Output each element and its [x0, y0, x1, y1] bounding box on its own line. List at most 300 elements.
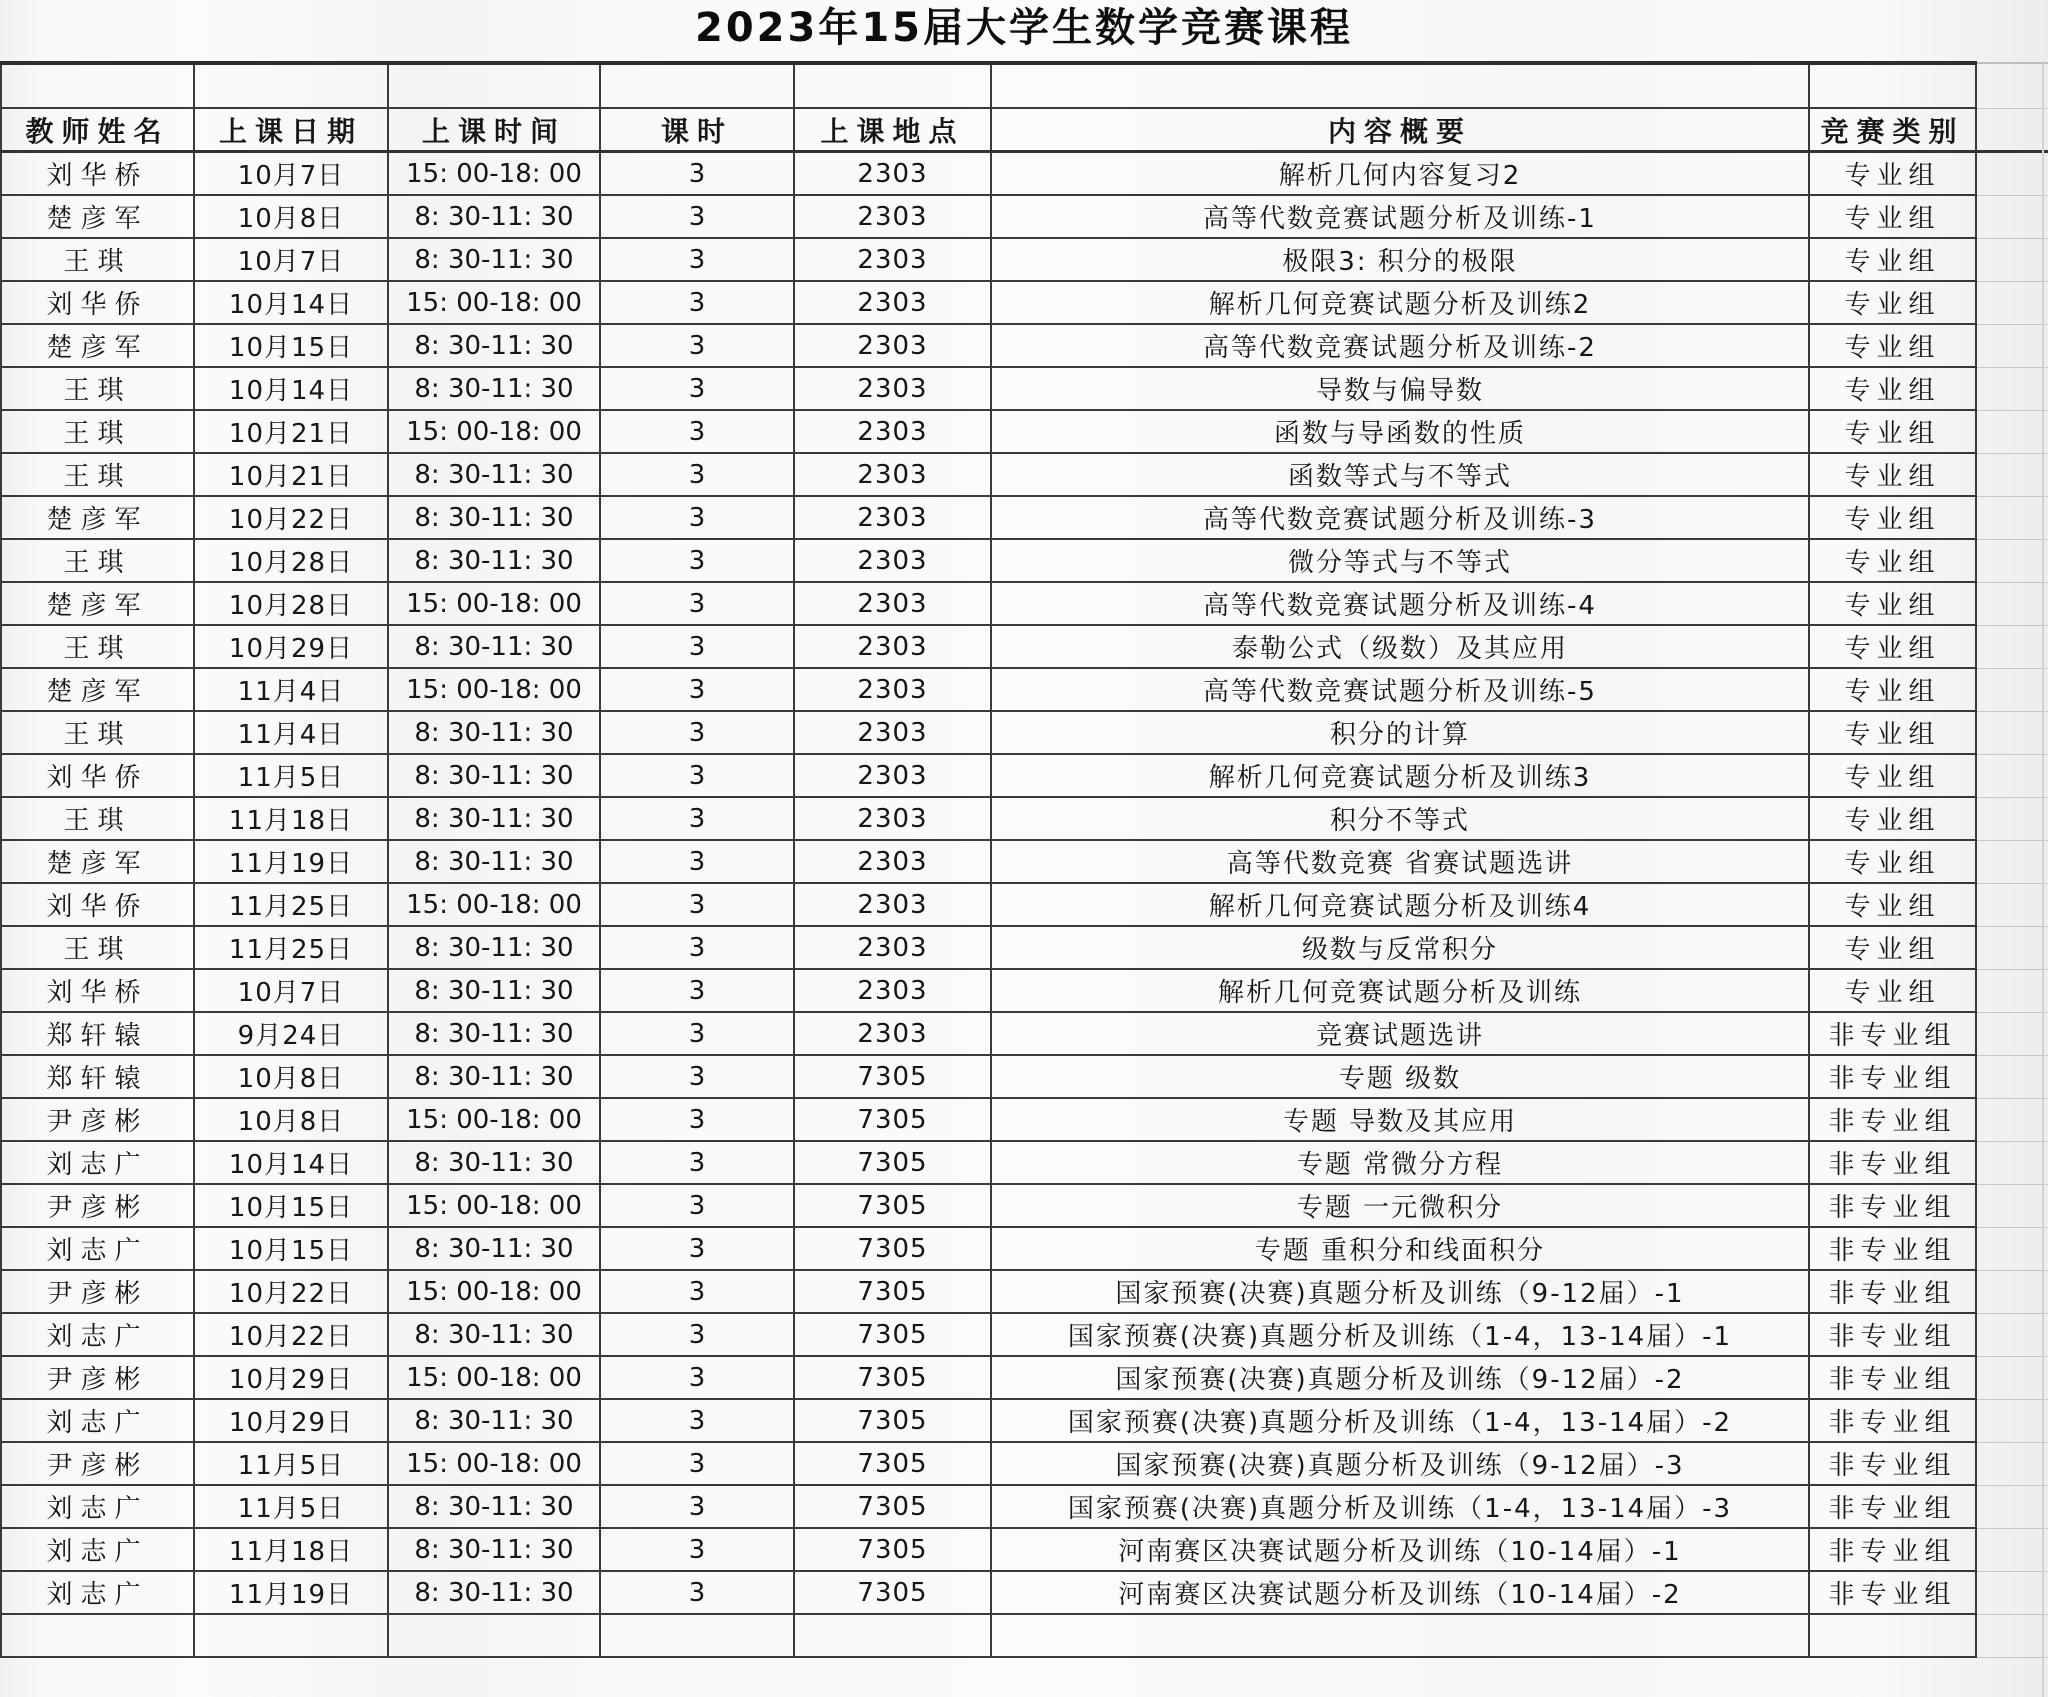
cell-teacher: 尹彦彬 [1, 1442, 194, 1485]
table-row [1, 496, 2048, 539]
cell-hours: 3 [600, 324, 794, 367]
grid-margin-cell [1976, 969, 2048, 1012]
table-row [1, 668, 2048, 711]
cell-date: 10月21日 [194, 410, 388, 453]
spacer-cell [194, 63, 388, 108]
table-row [1, 1571, 2048, 1614]
cell-teacher: 楚彦军 [1, 668, 194, 711]
cell-location: 2303 [794, 539, 991, 582]
scan-gridline-right [2042, 61, 2044, 1697]
empty-cell [1, 1614, 194, 1657]
table-row [1, 238, 2048, 281]
cell-teacher: 王琪 [1, 711, 194, 754]
cell-date: 10月7日 [194, 238, 388, 281]
cell-hours: 3 [600, 1098, 794, 1141]
cell-location: 2303 [794, 238, 991, 281]
cell-time: 8: 30-11: 30 [388, 1571, 600, 1614]
grid-margin-cell [1976, 1184, 2048, 1227]
course-schedule-table [0, 61, 2048, 1658]
cell-content: 专题 级数 [991, 1055, 1809, 1098]
cell-content: 函数等式与不等式 [991, 453, 1809, 496]
empty-cell [1809, 1614, 1976, 1657]
cell-hours: 3 [600, 1270, 794, 1313]
cell-hours: 3 [600, 1356, 794, 1399]
cell-category: 专业组 [1809, 711, 1976, 754]
cell-time: 8: 30-11: 30 [388, 1485, 600, 1528]
table-row [1, 1442, 2048, 1485]
cell-category: 非专业组 [1809, 1571, 1976, 1614]
cell-teacher: 尹彦彬 [1, 1270, 194, 1313]
cell-teacher: 刘华侨 [1, 883, 194, 926]
cell-time: 15: 00-18: 00 [388, 668, 600, 711]
cell-teacher: 刘志广 [1, 1485, 194, 1528]
cell-time: 8: 30-11: 30 [388, 195, 600, 238]
cell-category: 专业组 [1809, 324, 1976, 367]
cell-teacher: 楚彦军 [1, 195, 194, 238]
cell-date: 10月22日 [194, 496, 388, 539]
empty-cell [794, 1614, 991, 1657]
cell-hours: 3 [600, 1313, 794, 1356]
grid-margin-cell [1976, 1098, 2048, 1141]
cell-time: 8: 30-11: 30 [388, 926, 600, 969]
spacer-cell [991, 63, 1809, 108]
table-row [1, 367, 2048, 410]
spacer-cell [794, 63, 991, 108]
cell-content: 竞赛试题选讲 [991, 1012, 1809, 1055]
spacer-cell [1809, 63, 1976, 108]
cell-content: 极限3: 积分的极限 [991, 238, 1809, 281]
cell-location: 2303 [794, 711, 991, 754]
cell-teacher: 刘华桥 [1, 969, 194, 1012]
table-row [1, 1356, 2048, 1399]
cell-content: 积分不等式 [991, 797, 1809, 840]
cell-date: 10月15日 [194, 324, 388, 367]
cell-date: 10月29日 [194, 1399, 388, 1442]
grid-margin-cell [1976, 668, 2048, 711]
cell-teacher: 尹彦彬 [1, 1356, 194, 1399]
cell-content: 解析几何竞赛试题分析及训练4 [991, 883, 1809, 926]
cell-hours: 3 [600, 754, 794, 797]
cell-time: 8: 30-11: 30 [388, 1141, 600, 1184]
cell-category: 非专业组 [1809, 1012, 1976, 1055]
cell-hours: 3 [600, 969, 794, 1012]
table-row [1, 840, 2048, 883]
cell-hours: 3 [600, 410, 794, 453]
grid-margin-cell [1976, 797, 2048, 840]
cell-category: 专业组 [1809, 496, 1976, 539]
cell-category: 非专业组 [1809, 1270, 1976, 1313]
header-time: 上课时间 [388, 108, 600, 152]
cell-hours: 3 [600, 1227, 794, 1270]
header-row [1, 108, 2048, 152]
cell-teacher: 郑轩辕 [1, 1012, 194, 1055]
cell-location: 7305 [794, 1442, 991, 1485]
table-row [1, 1184, 2048, 1227]
cell-hours: 3 [600, 1012, 794, 1055]
table-row [1, 195, 2048, 238]
cell-category: 专业组 [1809, 582, 1976, 625]
cell-time: 8: 30-11: 30 [388, 367, 600, 410]
cell-content: 级数与反常积分 [991, 926, 1809, 969]
cell-hours: 3 [600, 238, 794, 281]
grid-margin-cell [1976, 926, 2048, 969]
grid-margin-cell [1976, 195, 2048, 238]
empty-cell [388, 1614, 600, 1657]
cell-date: 10月21日 [194, 453, 388, 496]
cell-content: 国家预赛(决赛)真题分析及训练（9-12届）-1 [991, 1270, 1809, 1313]
cell-location: 7305 [794, 1399, 991, 1442]
cell-hours: 3 [600, 1184, 794, 1227]
grid-margin-cell [1976, 1227, 2048, 1270]
cell-category: 非专业组 [1809, 1184, 1976, 1227]
cell-hours: 3 [600, 1399, 794, 1442]
cell-category: 专业组 [1809, 195, 1976, 238]
cell-time: 15: 00-18: 00 [388, 883, 600, 926]
empty-cell [991, 1614, 1809, 1657]
cell-date: 10月14日 [194, 1141, 388, 1184]
empty-cell [600, 1614, 794, 1657]
cell-date: 10月15日 [194, 1227, 388, 1270]
cell-category: 专业组 [1809, 969, 1976, 1012]
table-row [1, 1098, 2048, 1141]
cell-teacher: 尹彦彬 [1, 1098, 194, 1141]
grid-margin-cell [1976, 1485, 2048, 1528]
cell-category: 非专业组 [1809, 1356, 1976, 1399]
cell-location: 7305 [794, 1270, 991, 1313]
table-row [1, 453, 2048, 496]
cell-content: 函数与导函数的性质 [991, 410, 1809, 453]
cell-location: 2303 [794, 281, 991, 324]
cell-content: 解析几何内容复习2 [991, 152, 1809, 196]
cell-category: 专业组 [1809, 539, 1976, 582]
cell-teacher: 刘志广 [1, 1571, 194, 1614]
cell-teacher: 王琪 [1, 625, 194, 668]
grid-margin-cell [1976, 883, 2048, 926]
cell-hours: 3 [600, 539, 794, 582]
cell-content: 高等代数竞赛试题分析及训练-3 [991, 496, 1809, 539]
cell-date: 11月5日 [194, 754, 388, 797]
cell-category: 专业组 [1809, 754, 1976, 797]
table-row [1, 883, 2048, 926]
cell-teacher: 楚彦军 [1, 496, 194, 539]
cell-category: 专业组 [1809, 281, 1976, 324]
grid-margin-cell [1976, 496, 2048, 539]
cell-teacher: 尹彦彬 [1, 1184, 194, 1227]
cell-time: 8: 30-11: 30 [388, 238, 600, 281]
cell-date: 10月29日 [194, 1356, 388, 1399]
spacer-row [1, 63, 2048, 108]
cell-time: 8: 30-11: 30 [388, 797, 600, 840]
spacer-cell [600, 63, 794, 108]
table-row [1, 1528, 2048, 1571]
grid-margin-cell [1976, 1399, 2048, 1442]
cell-hours: 3 [600, 883, 794, 926]
cell-time: 8: 30-11: 30 [388, 1227, 600, 1270]
cell-location: 2303 [794, 367, 991, 410]
cell-time: 8: 30-11: 30 [388, 1055, 600, 1098]
cell-content: 解析几何竞赛试题分析及训练3 [991, 754, 1809, 797]
cell-content: 国家预赛(决赛)真题分析及训练（1-4，13-14届）-2 [991, 1399, 1809, 1442]
cell-date: 10月28日 [194, 539, 388, 582]
cell-category: 非专业组 [1809, 1313, 1976, 1356]
table-row [1, 582, 2048, 625]
spacer-cell [388, 63, 600, 108]
cell-time: 8: 30-11: 30 [388, 1313, 600, 1356]
cell-teacher: 王琪 [1, 797, 194, 840]
cell-location: 7305 [794, 1098, 991, 1141]
cell-location: 2303 [794, 410, 991, 453]
cell-teacher: 楚彦军 [1, 324, 194, 367]
cell-category: 专业组 [1809, 367, 1976, 410]
cell-date: 10月14日 [194, 281, 388, 324]
cell-location: 2303 [794, 453, 991, 496]
cell-location: 7305 [794, 1313, 991, 1356]
cell-date: 11月25日 [194, 926, 388, 969]
cell-date: 10月8日 [194, 1055, 388, 1098]
empty-cell [194, 1614, 388, 1657]
cell-category: 专业组 [1809, 625, 1976, 668]
cell-teacher: 王琪 [1, 453, 194, 496]
cell-teacher: 刘志广 [1, 1313, 194, 1356]
cell-location: 2303 [794, 152, 991, 196]
cell-time: 15: 00-18: 00 [388, 410, 600, 453]
cell-hours: 3 [600, 797, 794, 840]
cell-hours: 3 [600, 582, 794, 625]
cell-time: 15: 00-18: 00 [388, 582, 600, 625]
grid-margin-cell [1976, 840, 2048, 883]
header-date: 上课日期 [194, 108, 388, 152]
cell-content: 河南赛区决赛试题分析及训练（10-14届）-2 [991, 1571, 1809, 1614]
cell-teacher: 刘华桥 [1, 152, 194, 196]
grid-margin-cell [1976, 453, 2048, 496]
cell-location: 7305 [794, 1528, 991, 1571]
grid-margin-cell [1976, 1270, 2048, 1313]
grid-margin-cell [1976, 108, 2048, 152]
table-row [1, 797, 2048, 840]
cell-date: 11月4日 [194, 711, 388, 754]
cell-location: 2303 [794, 1012, 991, 1055]
cell-category: 专业组 [1809, 152, 1976, 196]
grid-margin-cell [1976, 238, 2048, 281]
cell-hours: 3 [600, 367, 794, 410]
cell-time: 8: 30-11: 30 [388, 453, 600, 496]
grid-margin-cell [1976, 1571, 2048, 1614]
table-row [1, 1270, 2048, 1313]
cell-category: 专业组 [1809, 840, 1976, 883]
cell-date: 10月29日 [194, 625, 388, 668]
cell-location: 2303 [794, 797, 991, 840]
cell-location: 2303 [794, 668, 991, 711]
cell-hours: 3 [600, 1141, 794, 1184]
header-content: 内容概要 [991, 108, 1809, 152]
cell-date: 11月5日 [194, 1485, 388, 1528]
cell-date: 10月8日 [194, 195, 388, 238]
cell-category: 非专业组 [1809, 1141, 1976, 1184]
spacer-cell [1, 63, 194, 108]
cell-date: 11月4日 [194, 668, 388, 711]
grid-margin-cell [1976, 1141, 2048, 1184]
cell-location: 2303 [794, 754, 991, 797]
cell-hours: 3 [600, 1571, 794, 1614]
cell-content: 高等代数竞赛试题分析及训练-4 [991, 582, 1809, 625]
table-row [1, 926, 2048, 969]
cell-category: 专业组 [1809, 926, 1976, 969]
grid-margin-cell [1976, 1528, 2048, 1571]
cell-location: 2303 [794, 625, 991, 668]
grid-margin-cell [1976, 1012, 2048, 1055]
empty-bottom-row [1, 1614, 2048, 1657]
cell-location: 7305 [794, 1184, 991, 1227]
cell-location: 7305 [794, 1356, 991, 1399]
grid-margin-cell [1976, 324, 2048, 367]
cell-content: 积分的计算 [991, 711, 1809, 754]
cell-location: 7305 [794, 1571, 991, 1614]
cell-location: 2303 [794, 324, 991, 367]
cell-category: 专业组 [1809, 797, 1976, 840]
cell-hours: 3 [600, 1055, 794, 1098]
table-row [1, 281, 2048, 324]
grid-margin-cell [1976, 1313, 2048, 1356]
cell-content: 河南赛区决赛试题分析及训练（10-14届）-1 [991, 1528, 1809, 1571]
table-row [1, 969, 2048, 1012]
grid-margin-cell [1976, 711, 2048, 754]
cell-category: 专业组 [1809, 238, 1976, 281]
cell-date: 11月5日 [194, 1442, 388, 1485]
grid-margin-cell [1976, 1055, 2048, 1098]
grid-margin-cell [1976, 1356, 2048, 1399]
cell-location: 7305 [794, 1485, 991, 1528]
table-row [1, 1227, 2048, 1270]
cell-category: 非专业组 [1809, 1442, 1976, 1485]
cell-content: 专题 一元微积分 [991, 1184, 1809, 1227]
cell-content: 专题 导数及其应用 [991, 1098, 1809, 1141]
cell-teacher: 楚彦军 [1, 840, 194, 883]
cell-time: 15: 00-18: 00 [388, 281, 600, 324]
header-teacher: 教师姓名 [1, 108, 194, 152]
cell-content: 高等代数竞赛试题分析及训练-1 [991, 195, 1809, 238]
cell-date: 10月7日 [194, 969, 388, 1012]
cell-hours: 3 [600, 1442, 794, 1485]
cell-location: 2303 [794, 195, 991, 238]
grid-margin-cell [1976, 410, 2048, 453]
cell-date: 10月7日 [194, 152, 388, 196]
cell-date: 11月18日 [194, 1528, 388, 1571]
table-row [1, 1399, 2048, 1442]
cell-date: 10月28日 [194, 582, 388, 625]
cell-teacher: 刘华侨 [1, 754, 194, 797]
cell-category: 专业组 [1809, 453, 1976, 496]
grid-margin-cell [1976, 539, 2048, 582]
cell-location: 2303 [794, 582, 991, 625]
cell-date: 10月14日 [194, 367, 388, 410]
cell-time: 8: 30-11: 30 [388, 969, 600, 1012]
cell-content: 导数与偏导数 [991, 367, 1809, 410]
cell-content: 国家预赛(决赛)真题分析及训练（1-4，13-14届）-1 [991, 1313, 1809, 1356]
header-location: 上课地点 [794, 108, 991, 152]
cell-date: 10月22日 [194, 1270, 388, 1313]
cell-hours: 3 [600, 840, 794, 883]
cell-hours: 3 [600, 195, 794, 238]
cell-content: 泰勒公式（级数）及其应用 [991, 625, 1809, 668]
table-row [1, 410, 2048, 453]
cell-teacher: 刘志广 [1, 1227, 194, 1270]
cell-content: 高等代数竞赛 省赛试题选讲 [991, 840, 1809, 883]
grid-margin-cell [1976, 281, 2048, 324]
cell-content: 高等代数竞赛试题分析及训练-2 [991, 324, 1809, 367]
table-row [1, 152, 2048, 196]
page-title: 2023年15届大学生数学竞赛课程 [695, 5, 1353, 51]
cell-date: 10月15日 [194, 1184, 388, 1227]
cell-category: 非专业组 [1809, 1055, 1976, 1098]
grid-margin-cell [1976, 1614, 2048, 1657]
table-row [1, 625, 2048, 668]
cell-date: 10月22日 [194, 1313, 388, 1356]
cell-content: 国家预赛(决赛)真题分析及训练（9-12届）-2 [991, 1356, 1809, 1399]
cell-date: 11月19日 [194, 1571, 388, 1614]
cell-hours: 3 [600, 711, 794, 754]
grid-margin-cell [1976, 63, 2048, 108]
cell-teacher: 王琪 [1, 926, 194, 969]
cell-hours: 3 [600, 625, 794, 668]
cell-time: 8: 30-11: 30 [388, 324, 600, 367]
cell-teacher: 刘志广 [1, 1528, 194, 1571]
cell-time: 15: 00-18: 00 [388, 1356, 600, 1399]
cell-time: 15: 00-18: 00 [388, 1184, 600, 1227]
cell-category: 非专业组 [1809, 1485, 1976, 1528]
grid-margin-cell [1976, 152, 2048, 196]
cell-location: 7305 [794, 1227, 991, 1270]
cell-time: 8: 30-11: 30 [388, 1528, 600, 1571]
cell-category: 非专业组 [1809, 1227, 1976, 1270]
cell-teacher: 王琪 [1, 238, 194, 281]
cell-teacher: 王琪 [1, 539, 194, 582]
cell-date: 9月24日 [194, 1012, 388, 1055]
cell-time: 8: 30-11: 30 [388, 625, 600, 668]
cell-hours: 3 [600, 453, 794, 496]
cell-date: 11月18日 [194, 797, 388, 840]
header-hours: 课时 [600, 108, 794, 152]
cell-time: 8: 30-11: 30 [388, 1399, 600, 1442]
cell-category: 非专业组 [1809, 1098, 1976, 1141]
header-category: 竞赛类别 [1809, 108, 1976, 152]
cell-content: 专题 重积分和线面积分 [991, 1227, 1809, 1270]
cell-time: 8: 30-11: 30 [388, 496, 600, 539]
table-row [1, 1055, 2048, 1098]
cell-category: 专业组 [1809, 883, 1976, 926]
cell-time: 15: 00-18: 00 [388, 1442, 600, 1485]
cell-hours: 3 [600, 1485, 794, 1528]
cell-teacher: 刘志广 [1, 1141, 194, 1184]
table-row [1, 324, 2048, 367]
cell-category: 非专业组 [1809, 1399, 1976, 1442]
cell-time: 8: 30-11: 30 [388, 539, 600, 582]
cell-time: 8: 30-11: 30 [388, 1012, 600, 1055]
cell-location: 2303 [794, 883, 991, 926]
table-row [1, 754, 2048, 797]
cell-teacher: 郑轩辕 [1, 1055, 194, 1098]
table-row [1, 1485, 2048, 1528]
table-row [1, 539, 2048, 582]
cell-hours: 3 [600, 152, 794, 196]
cell-content: 解析几何竞赛试题分析及训练 [991, 969, 1809, 1012]
cell-date: 11月19日 [194, 840, 388, 883]
cell-time: 8: 30-11: 30 [388, 711, 600, 754]
cell-content: 解析几何竞赛试题分析及训练2 [991, 281, 1809, 324]
cell-category: 专业组 [1809, 410, 1976, 453]
cell-category: 专业组 [1809, 668, 1976, 711]
cell-time: 15: 00-18: 00 [388, 1270, 600, 1313]
cell-teacher: 王琪 [1, 410, 194, 453]
